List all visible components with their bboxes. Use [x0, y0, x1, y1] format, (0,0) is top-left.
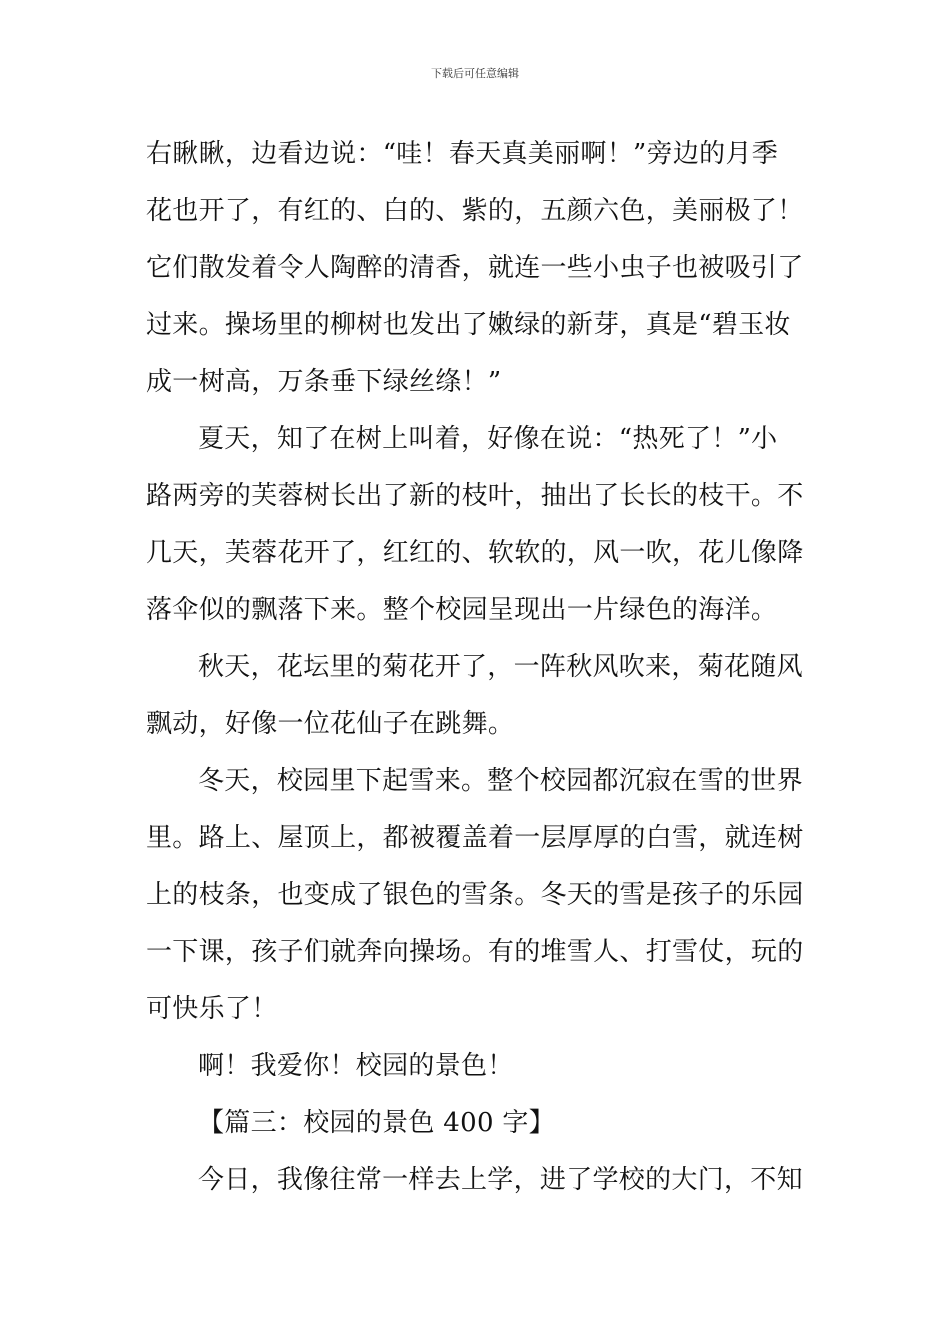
- document-body: [146, 126, 808, 1209]
- text-line: 一下课，孩子们就奔向操场。有的堆雪人、打雪仗，玩的: [146, 937, 804, 967]
- text-line: 过来。操场里的柳树也发出了嫩绿的新芽，真是“碧玉妆: [146, 310, 791, 340]
- paragraph-winter-start: 冬天，校园里下起雪来。整个校园都沉寂在雪的世界: [198, 766, 803, 796]
- paragraph-closing: 啊！我爱你！校园的景色！: [198, 1051, 514, 1081]
- section-heading: 【篇三：校园的景色 400 字】: [198, 1108, 555, 1138]
- text-line: 落伞似的飘落下来。整个校园呈现出一片绿色的海洋。: [146, 595, 778, 625]
- text-line: 成一树高，万条垂下绿丝绦！”: [146, 367, 502, 397]
- text-line: 上的枝条，也变成了银色的雪条。冬天的雪是孩子的乐园: [146, 880, 804, 910]
- text-line: 右瞅瞅，边看边说：“哇！春天真美丽啊！”旁边的月季: [146, 139, 779, 169]
- text-line: 路两旁的芙蓉树长出了新的枝叶，抽出了长长的枝干。不: [146, 481, 804, 511]
- text-line: 花也开了，有红的、白的、紫的，五颜六色，美丽极了！: [146, 196, 804, 226]
- text-line: 飘动，好像一位花仙子在跳舞。: [146, 709, 515, 739]
- paragraph-summer-start: 夏天，知了在树上叫着，好像在说：“热死了！”小: [198, 424, 778, 454]
- text-line: 可快乐了！: [146, 994, 278, 1024]
- text-line: 它们散发着令人陶醉的清香，就连一些小虫子也被吸引了: [146, 253, 804, 283]
- paragraph-section-three-start: 今日，我像往常一样去上学，进了学校的大门，不知: [198, 1165, 803, 1195]
- page-header: 下载后可任意编辑: [431, 67, 519, 80]
- paragraph-autumn-start: 秋天，花坛里的菊花开了，一阵秋风吹来，菊花随风: [198, 652, 803, 682]
- text-line: 几天，芙蓉花开了，红红的、软软的，风一吹，花儿像降: [146, 538, 804, 568]
- text-line: 里。路上、屋顶上，都被覆盖着一层厚厚的白雪，就连树: [146, 823, 804, 853]
